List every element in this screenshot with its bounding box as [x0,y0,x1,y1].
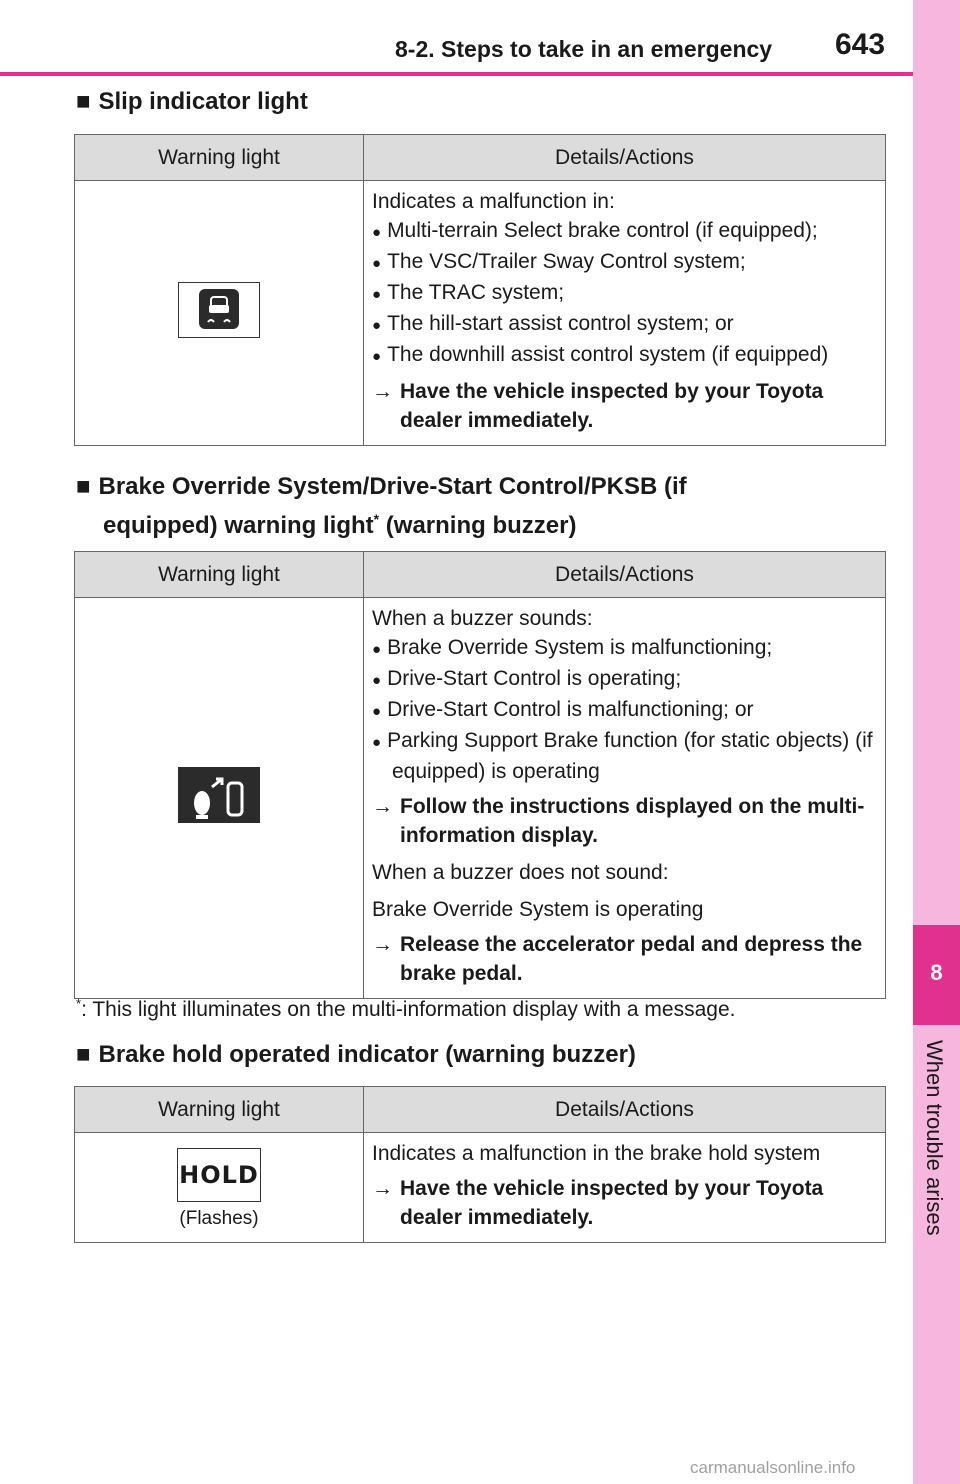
action-instruction: → Have the vehicle inspected by your Toyota dealer immediately. [372,1174,881,1232]
details-intro: When a buzzer sounds: [372,607,593,630]
column-header-details: Details/Actions [364,1087,886,1133]
list-item: ● Multi-terrain Select brake control (if equipped); [372,216,881,247]
running-header: 8-2. Steps to take in an emergency [395,36,773,62]
brake-override-table [74,551,886,999]
slip-indicator-icon [178,282,260,338]
details-cell [364,1133,886,1243]
list-item: ● Parking Support Brake function (for static objects) (if equipped) is operating [372,726,881,786]
icon-caption: (Flashes) [179,1207,259,1229]
section-title-slip: ■ Slip indicator light [76,88,308,115]
chapter-side-tab [913,0,960,1484]
slip-indicator-table [74,134,886,446]
list-item: ● Drive-Start Control is malfunctioning; or [372,695,881,726]
footnote: *: This light illuminates on the multi-information display with a message. [76,996,736,1021]
column-header-warning-light: Warning light [75,552,364,598]
list-item: ● The downhill assist control system (if equipped) [372,340,881,371]
arrow-icon: → [372,1177,393,1200]
details-cell [364,598,886,999]
chapter-number: 8 [930,960,943,985]
action-instruction: → Have the vehicle inspected by your Toyota dealer immediately. [372,377,881,435]
arrow-icon: → [372,795,393,818]
warning-light-cell [75,181,364,446]
section-title-brake-override: ■ Brake Override System/Drive-Start Control/PKSB (if equipped) warning light* (warning buzzer) [76,473,687,539]
details-cell [364,181,886,446]
no-buzzer-heading: When a buzzer does not sound: [372,861,669,884]
list-item: ● The VSC/Trailer Sway Control system; [372,247,881,278]
list-item: ● The TRAC system; [372,278,881,309]
list-item: ● Drive-Start Control is operating; [372,664,881,695]
warning-light-cell [75,598,364,999]
column-header-details: Details/Actions [364,552,886,598]
column-header-details: Details/Actions [364,135,886,181]
action-instruction: → Release the accelerator pedal and depress the brake pedal. [372,930,881,988]
square-bullet-icon: ■ [76,473,91,500]
brake-hold-icon: HOLD [177,1148,261,1202]
details-intro: Indicates a malfunction in: [372,190,615,213]
section-title-brake-hold: ■ Brake hold operated indicator (warning buzzer) [76,1041,636,1068]
action-instruction: → Follow the instructions displayed on the multi-information display. [372,792,881,850]
warning-light-cell [75,1133,364,1243]
watermark: carmanualsonline.info [690,1458,856,1477]
column-header-warning-light: Warning light [75,135,364,181]
no-buzzer-detail: Brake Override System is operating [372,898,704,921]
arrow-icon: → [372,933,393,956]
header-divider [0,72,913,76]
list-item: ● Brake Override System is malfunctioning; [372,633,881,664]
arrow-icon: → [372,380,393,403]
chapter-title: When trouble arises [922,1040,947,1236]
square-bullet-icon: ■ [76,1041,91,1068]
page-number: 643 [835,28,886,61]
list-item: ● The hill-start assist control system; or [372,309,881,340]
brake-hold-table [74,1086,886,1243]
details-intro: Indicates a malfunction in the brake hold system [372,1142,821,1165]
brake-override-pedal-icon [178,767,260,823]
square-bullet-icon: ■ [76,88,91,115]
column-header-warning-light: Warning light [75,1087,364,1133]
